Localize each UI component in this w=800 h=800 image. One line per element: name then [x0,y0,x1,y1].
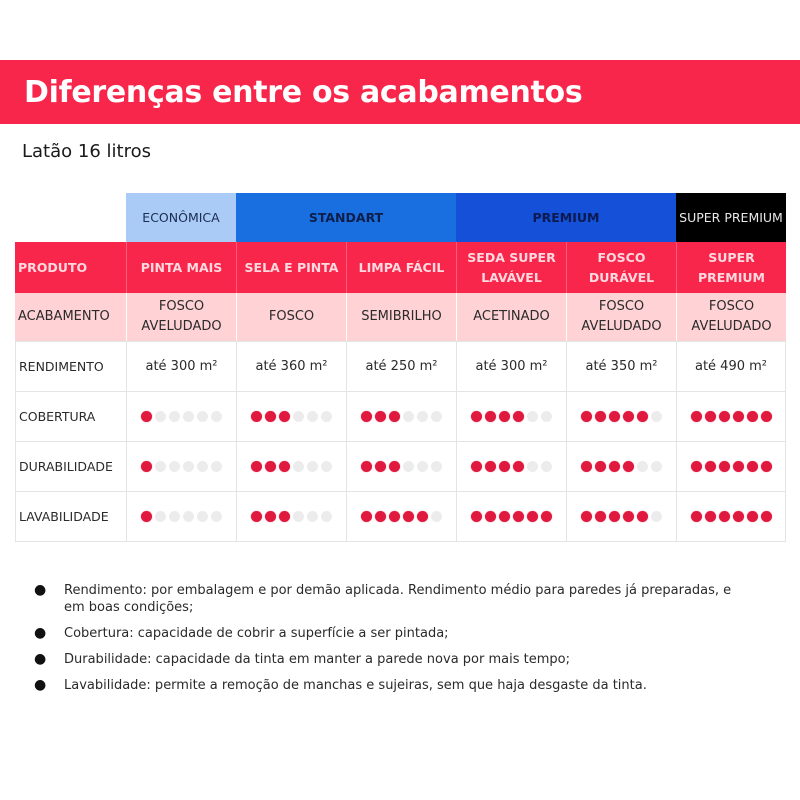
empty-dot-icon [183,461,194,472]
product-header-row [15,242,786,293]
empty-dot-icon [169,411,180,422]
filled-dot-icon [375,461,386,472]
rating-cell [676,392,786,441]
rating-dots [361,461,442,472]
filled-dot-icon [623,461,634,472]
filled-dot-icon [527,511,538,522]
rendimento-value: até 300 m² [456,342,566,391]
filled-dot-icon [733,511,744,522]
row-label: LAVABILIDADE [15,492,126,541]
filled-dot-icon [691,411,702,422]
filled-dot-icon [279,461,290,472]
filled-dot-icon [691,511,702,522]
rendimento-value: até 350 m² [566,342,676,391]
filled-dot-icon [705,411,716,422]
filled-dot-icon [389,461,400,472]
filled-dot-icon [251,411,262,422]
rating-dots [691,511,772,522]
row-label: COBERTURA [15,392,126,441]
filled-dot-icon [761,411,772,422]
subtitle: Latão 16 litros [22,141,151,162]
empty-dot-icon [293,511,304,522]
empty-dot-icon [651,411,662,422]
empty-dot-icon [211,461,222,472]
filled-dot-icon [499,511,510,522]
empty-dot-icon [321,511,332,522]
lavabilidade-row [15,492,786,542]
tier-spacer [15,193,126,242]
filled-dot-icon [747,461,758,472]
empty-dot-icon [307,511,318,522]
note-text: Durabilidade: capacidade da tinta em manter a parede nova por mais tempo; [64,652,570,667]
bullet-icon: ● [34,677,47,693]
filled-dot-icon [595,461,606,472]
empty-dot-icon [293,411,304,422]
empty-dot-icon [637,461,648,472]
rating-dots [361,411,442,422]
filled-dot-icon [265,411,276,422]
filled-dot-icon [265,461,276,472]
product-name: FOSCO DURÁVEL [566,242,676,293]
filled-dot-icon [417,511,428,522]
rating-dots [581,411,662,422]
acabamento-value: FOSCO AVELUDADO [566,293,676,341]
empty-dot-icon [155,411,166,422]
header-label: PRODUTO [18,259,88,275]
empty-dot-icon [431,511,442,522]
filled-dot-icon [761,511,772,522]
acabamento-value: FOSCO AVELUDADO [676,293,786,341]
empty-dot-icon [527,461,538,472]
tier-row [15,193,786,242]
filled-dot-icon [279,411,290,422]
product-name: SUPER PREMIUM [676,242,786,293]
rating-cell [346,492,456,541]
rating-cell [346,392,456,441]
filled-dot-icon [279,511,290,522]
empty-dot-icon [155,461,166,472]
rating-cell [566,392,676,441]
filled-dot-icon [265,511,276,522]
filled-dot-icon [361,411,372,422]
note-item [34,651,754,668]
rating-dots [251,511,332,522]
acabamento-value: ACETINADO [456,293,566,341]
filled-dot-icon [141,461,152,472]
rating-cell [126,392,236,441]
title-banner [0,60,800,124]
rating-dots [471,461,552,472]
rendimento-row [15,342,786,392]
rating-cell [456,392,566,441]
filled-dot-icon [389,511,400,522]
filled-dot-icon [541,511,552,522]
row-label: RENDIMENTO [15,342,126,391]
filled-dot-icon [581,511,592,522]
rating-dots [691,461,772,472]
filled-dot-icon [733,461,744,472]
tier-super-premium: SUPER PREMIUM [676,193,786,242]
product-name: PINTA MAIS [126,242,236,293]
empty-dot-icon [169,461,180,472]
rating-cell [566,442,676,491]
rating-rows [15,392,786,542]
empty-dot-icon [197,511,208,522]
bullet-icon: ● [34,625,47,641]
empty-dot-icon [403,461,414,472]
filled-dot-icon [513,411,524,422]
filled-dot-icon [637,411,648,422]
empty-dot-icon [321,461,332,472]
rating-dots [251,411,332,422]
empty-dot-icon [541,461,552,472]
note-text: Rendimento: por embalagem e por demão aplicada. Rendimento médio para paredes já preparadas, e em boas condições; [64,583,732,615]
filled-dot-icon [595,511,606,522]
empty-dot-icon [211,511,222,522]
rating-cell [236,442,346,491]
tier-economica: ECONÔMICA [126,193,236,242]
product-name: SEDA SUPER LAVÁVEL [456,242,566,293]
rating-dots [141,461,222,472]
rating-cell [456,442,566,491]
rendimento-value: até 490 m² [676,342,786,391]
filled-dot-icon [581,411,592,422]
bullet-icon: ● [34,582,47,598]
empty-dot-icon [307,411,318,422]
filled-dot-icon [141,511,152,522]
rating-cell [126,442,236,491]
filled-dot-icon [733,411,744,422]
filled-dot-icon [499,461,510,472]
filled-dot-icon [609,511,620,522]
filled-dot-icon [637,511,648,522]
rating-dots [581,511,662,522]
notes-list [34,582,754,703]
empty-dot-icon [183,411,194,422]
note-text: Cobertura: capacidade de cobrir a superfície a ser pintada; [64,626,449,641]
filled-dot-icon [251,511,262,522]
rendimento-value: até 250 m² [346,342,456,391]
filled-dot-icon [747,411,758,422]
empty-dot-icon [527,411,538,422]
empty-dot-icon [403,411,414,422]
filled-dot-icon [761,461,772,472]
filled-dot-icon [499,411,510,422]
empty-dot-icon [651,511,662,522]
filled-dot-icon [513,511,524,522]
product-name: SELA E PINTA [236,242,346,293]
rating-dots [471,511,552,522]
rating-dots [471,411,552,422]
filled-dot-icon [623,511,634,522]
filled-dot-icon [747,511,758,522]
filled-dot-icon [581,461,592,472]
filled-dot-icon [471,461,482,472]
tier-premium: PREMIUM [456,193,676,242]
page-title: Diferenças entre os acabamentos [24,74,583,110]
filled-dot-icon [485,511,496,522]
rating-cell [456,492,566,541]
empty-dot-icon [169,511,180,522]
rating-cell [126,492,236,541]
filled-dot-icon [595,411,606,422]
filled-dot-icon [375,511,386,522]
product-name: LIMPA FÁCIL [346,242,456,293]
empty-dot-icon [417,461,428,472]
acabamento-row [15,293,786,342]
filled-dot-icon [623,411,634,422]
filled-dot-icon [361,461,372,472]
filled-dot-icon [361,511,372,522]
rendimento-value: até 360 m² [236,342,346,391]
filled-dot-icon [141,411,152,422]
rating-cell [676,492,786,541]
empty-dot-icon [431,411,442,422]
note-text: Lavabilidade: permite a remoção de manchas e sujeiras, sem que haja desgaste da tinta. [64,678,647,693]
rendimento-value: até 300 m² [126,342,236,391]
durabilidade-row [15,442,786,492]
filled-dot-icon [471,511,482,522]
filled-dot-icon [513,461,524,472]
tier-standart: STANDART [236,193,456,242]
rating-dots [691,411,772,422]
filled-dot-icon [691,461,702,472]
bullet-icon: ● [34,651,47,667]
filled-dot-icon [719,511,730,522]
empty-dot-icon [321,411,332,422]
note-item [34,625,754,642]
filled-dot-icon [705,511,716,522]
empty-dot-icon [155,511,166,522]
rating-cell [676,442,786,491]
filled-dot-icon [609,411,620,422]
comparison-table [15,193,786,542]
rating-cell [236,492,346,541]
filled-dot-icon [485,461,496,472]
empty-dot-icon [211,411,222,422]
rating-dots [141,511,222,522]
filled-dot-icon [251,461,262,472]
rating-dots [141,411,222,422]
acabamento-value: FOSCO AVELUDADO [126,293,236,341]
filled-dot-icon [485,411,496,422]
acabamento-value: SEMIBRILHO [346,293,456,341]
rating-cell [566,492,676,541]
empty-dot-icon [541,411,552,422]
filled-dot-icon [719,411,730,422]
rating-dots [361,511,442,522]
filled-dot-icon [719,461,730,472]
cobertura-row [15,392,786,442]
empty-dot-icon [293,461,304,472]
filled-dot-icon [609,461,620,472]
note-item [34,582,754,616]
filled-dot-icon [471,411,482,422]
empty-dot-icon [651,461,662,472]
filled-dot-icon [375,411,386,422]
empty-dot-icon [307,461,318,472]
filled-dot-icon [389,411,400,422]
rating-cell [236,392,346,441]
empty-dot-icon [431,461,442,472]
filled-dot-icon [705,461,716,472]
row-label: ACABAMENTO [18,309,110,324]
rating-cell [346,442,456,491]
rating-dots [581,461,662,472]
empty-dot-icon [197,411,208,422]
empty-dot-icon [183,511,194,522]
acabamento-value: FOSCO [236,293,346,341]
note-item [34,677,754,694]
row-label: DURABILIDADE [15,442,126,491]
filled-dot-icon [403,511,414,522]
empty-dot-icon [197,461,208,472]
rating-dots [251,461,332,472]
empty-dot-icon [417,411,428,422]
